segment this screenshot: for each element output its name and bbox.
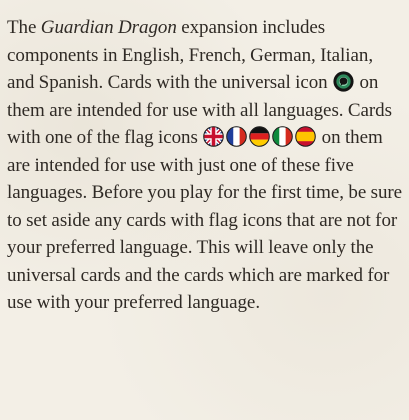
spain-flag-icon	[295, 126, 316, 147]
text-segment: on them are intended for use with all languages. Cards with one of the flag icons	[7, 72, 392, 148]
uk-flag-icon	[203, 126, 224, 147]
france-flag-icon	[226, 126, 247, 147]
text-segment: expansion includes components in English, French, German, Italian, and Spanish. Cards with the universal icon	[7, 17, 374, 93]
text-segment: The	[7, 17, 41, 38]
universal-language-icon	[333, 71, 354, 92]
italy-flag-icon	[272, 126, 293, 147]
text-segment: on them are intended for use with just one of these five languages. Before you play for the first time, be sure to set aside any cards with flag icons that are not for your preferred language. This will leave only the universal cards and the cards which are marked for use with your preferred language.	[7, 127, 403, 313]
germany-flag-icon	[249, 126, 270, 147]
expansion-title: Guardian Dragon	[40, 17, 177, 38]
